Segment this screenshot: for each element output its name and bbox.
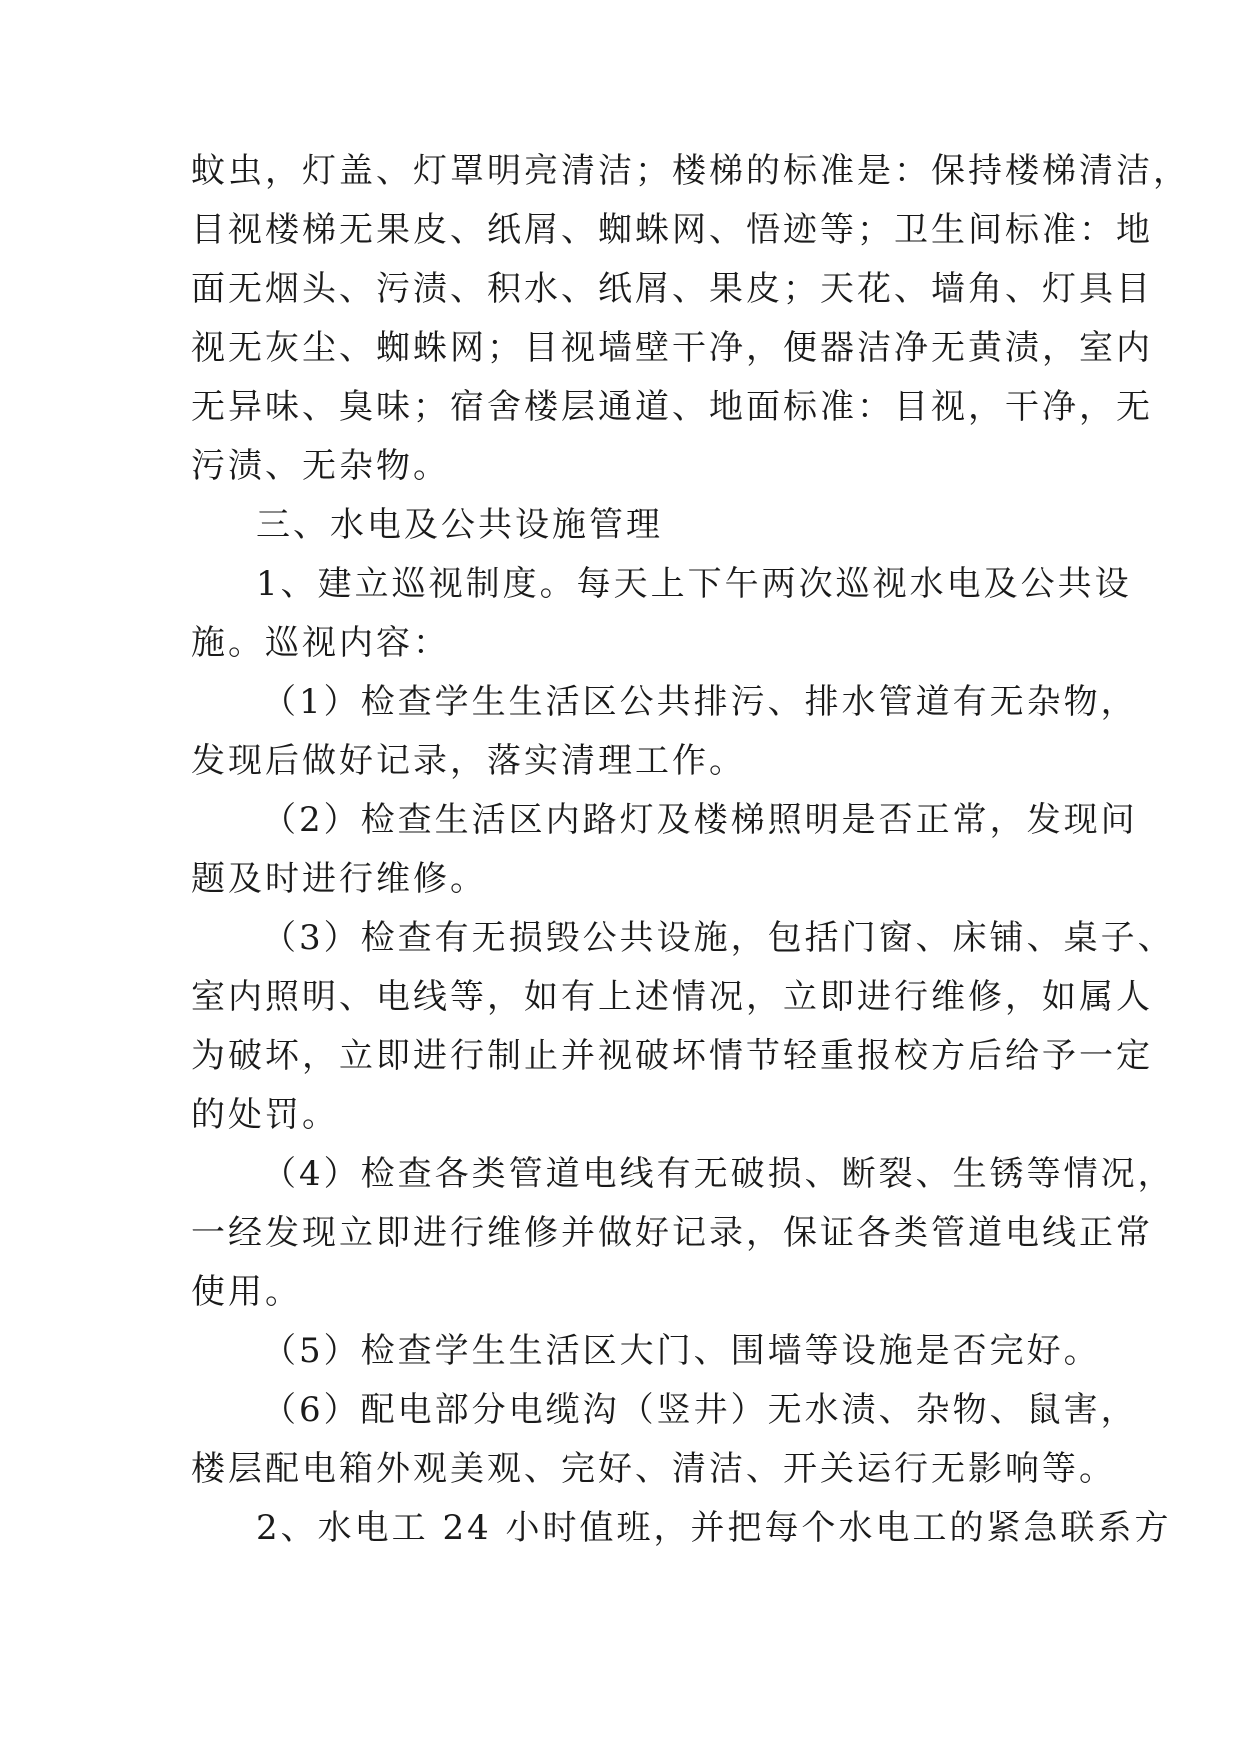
text-line: 室内照明、电线等，如有上述情况，立即进行维修，如属人 bbox=[191, 977, 1153, 1017]
text-line: （1）检查学生生活区公共排污、排水管道有无杂物， bbox=[262, 682, 1138, 722]
text-line: 楼层配电箱外观美观、完好、清洁、开关运行无影响等。 bbox=[191, 1449, 1116, 1489]
text-line: （5）检查学生生活区大门、围墙等设施是否完好。 bbox=[262, 1331, 1101, 1371]
text-line: 2、水电工 24 小时值班，并把每个水电工的紧急联系方 bbox=[256, 1508, 1172, 1548]
text-line: （4）检查各类管道电线有无破损、断裂、生锈等情况， bbox=[262, 1154, 1175, 1194]
text-line: 视无灰尘、蜘蛛网；目视墙壁干净，便器洁净无黄渍，室内 bbox=[191, 328, 1153, 368]
text-line: 施。巡视内容： bbox=[191, 623, 450, 663]
text-line: 发现后做好记录，落实清理工作。 bbox=[191, 741, 746, 781]
text-line: （3）检查有无损毁公共设施，包括门窗、床铺、桌子、 bbox=[262, 918, 1175, 958]
text-line: 题及时进行维修。 bbox=[191, 859, 487, 899]
section-heading: 三、水电及公共设施管理 bbox=[256, 505, 663, 545]
text-line: 的处罚。 bbox=[191, 1095, 339, 1135]
text-line: 蚊虫，灯盖、灯罩明亮清洁；楼梯的标准是：保持楼梯清洁， bbox=[191, 151, 1190, 191]
text-line: 使用。 bbox=[191, 1272, 302, 1312]
text-line: 1、建立巡视制度。每天上下午两次巡视水电及公共设 bbox=[256, 564, 1132, 604]
text-line: （6）配电部分电缆沟（竖井）无水渍、杂物、鼠害， bbox=[262, 1390, 1138, 1430]
text-line: （2）检查生活区内路灯及楼梯照明是否正常，发现问 bbox=[262, 800, 1138, 840]
text-line: 一经发现立即进行维修并做好记录，保证各类管道电线正常 bbox=[191, 1213, 1153, 1253]
text-line: 无异味、臭味；宿舍楼层通道、地面标准：目视，干净，无 bbox=[191, 387, 1153, 427]
text-line: 污渍、无杂物。 bbox=[191, 446, 450, 486]
text-line: 为破坏，立即进行制止并视破坏情节轻重报校方后给予一定 bbox=[191, 1036, 1153, 1076]
text-line: 目视楼梯无果皮、纸屑、蜘蛛网、悟迹等；卫生间标准：地 bbox=[191, 210, 1153, 250]
text-line: 面无烟头、污渍、积水、纸屑、果皮；天花、墙角、灯具目 bbox=[191, 269, 1153, 309]
